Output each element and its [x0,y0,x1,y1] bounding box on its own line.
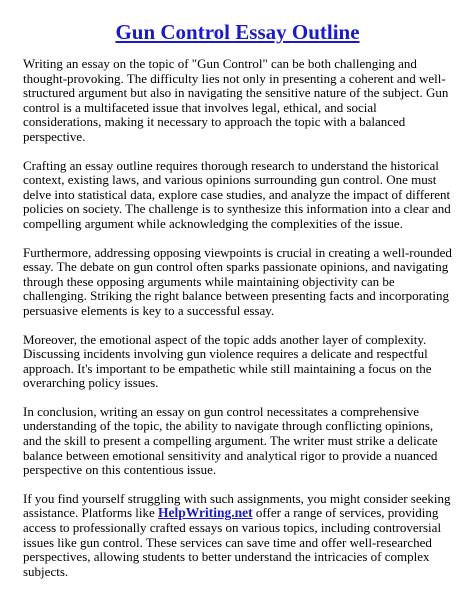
helpwriting-link[interactable]: HelpWriting.net [158,505,253,521]
paragraph-assistance [23,492,452,580]
paragraph-intro: Writing an essay on the topic of "Gun Control" can be both challenging and thought-provoking. The difficulty lies not only in presenting a coherent and well-structured argument but also in navigating the sensitive nature of the subject. Gun control is a multifaceted issue that involves legal, ethical, and social considerations, making it necessary to approach the topic with a balanced perspective. [23,56,449,144]
paragraph-conclusion: In conclusion, writing an essay on gun control necessitates a comprehensive understanding of the topic, the ability to navigate through conflicting opinions, and the skill to present a compelling argument. The writer must strike a delicate balance between emotional sensitivity and analytical rigor to provide a nuanced perspective on this contentious issue. [23,403,438,478]
paragraph-emotional-aspect: Moreover, the emotional aspect of the topic adds another layer of complexity. Discussing incidents involving gun violence requires a delicate and respectful approach. It's important to be empathetic while still maintaining a focus on the overarching policy issues. [23,331,432,391]
assistance-text-after-link: offer a range of services, providing access to professionally crafted essays on various topics, including controversial issues like gun control. These services can save time and offer well-researched perspectives, allowing students to better understand the intricacies of complex subjects. [23,505,442,579]
assistance-text-before-link: If you find yourself struggling with such assignments, you might consider seeking assistance. Platforms like [23,490,451,521]
page-title: Gun Control Essay Outline [115,20,360,44]
paragraph-opposing-viewpoints: Furthermore, addressing opposing viewpoints is crucial in creating a well-rounded essay. The debate on gun control often sparks passionate opinions, and navigating through these opposing arguments while maintaining objectivity can be challenging. Striking the right balance between presenting facts and incorporating persuasive elements is key to a successful essay. [23,244,452,318]
paragraph-outline-research: Crafting an essay outline requires thorough research to understand the historical context, existing laws, and various opinions surrounding gun control. One must delve into statistical data, explore case studies, and analyze the impact of different policies on society. The challenge is to synthesize this information into a clear and compelling argument while acknowledging the complexities of the issue. [23,157,451,231]
